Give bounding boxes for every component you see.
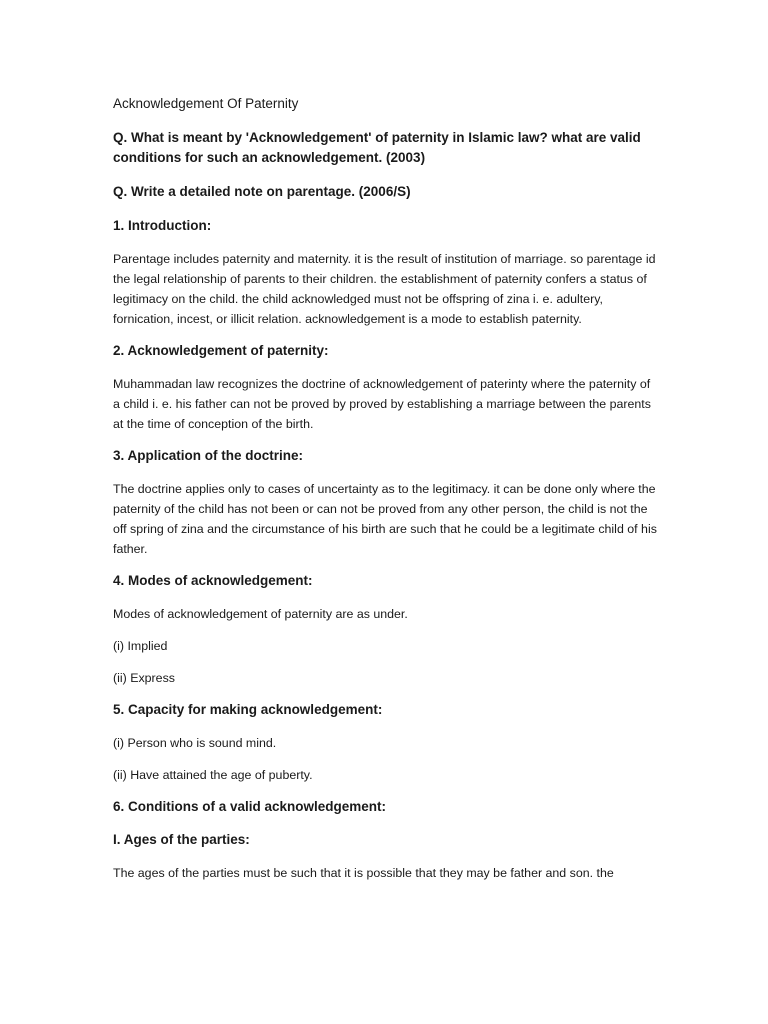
capacity-item-sound-mind: (i) Person who is sound mind. xyxy=(113,736,277,750)
section-modes-intro: Modes of acknowledgement of paternity are as under. xyxy=(113,607,408,621)
question-2: Q. Write a detailed note on parentage. (2006/S) xyxy=(113,184,411,199)
document-content xyxy=(113,95,658,895)
section-conditions-heading: 6. Conditions of a valid acknowledgement: xyxy=(113,799,387,814)
capacity-item-puberty: (ii) Have attained the age of puberty. xyxy=(113,768,313,782)
section-application-heading: 3. Application of the doctrine: xyxy=(113,448,304,463)
section-introduction-text: Parentage includes paternity and maternity. it is the result of institution of marriage. so parentage id the legal relationship of parents to their children. the establishment of paternity confers a status of legitimacy on the child. the child acknowledged must not be offspring of zina i. e. adultery, fornication, incest, or illicit relation. acknowledgement is a mode to establish paternity. xyxy=(113,252,656,326)
modes-item-express: (ii) Express xyxy=(113,671,175,685)
section-acknowledgement-text: Muhammadan law recognizes the doctrine of acknowledgement of paterinty where the paternity of a child i. e. his father can not be proved by proved by establishing a marriage between the parents at the time of conception of the birth. xyxy=(113,377,651,431)
section-conditions-subheading: I. Ages of the parties: xyxy=(113,832,250,847)
section-capacity-heading: 5. Capacity for making acknowledgement: xyxy=(113,702,383,717)
document-title: Acknowledgement Of Paternity xyxy=(113,96,299,111)
section-acknowledgement-heading: 2. Acknowledgement of paternity: xyxy=(113,343,329,358)
modes-item-implied: (i) Implied xyxy=(113,639,168,653)
section-modes-heading: 4. Modes of acknowledgement: xyxy=(113,573,313,588)
section-application-text: The doctrine applies only to cases of uncertainty as to the legitimacy. it can be done only where the paternity of the child has not been or can not be proved from any other person, the child is not the off spring of zina and the circumstance of his birth are such that he could be a legitimate child of his father. xyxy=(113,482,657,556)
section-conditions-text: The ages of the parties must be such that it is possible that they may be father and son. the xyxy=(113,866,614,880)
question-1: Q. What is meant by 'Acknowledgement' of paternity in Islamic law? what are valid conditions for such an acknowledgement. (2003) xyxy=(113,130,641,165)
section-introduction-heading: 1. Introduction: xyxy=(113,218,212,233)
